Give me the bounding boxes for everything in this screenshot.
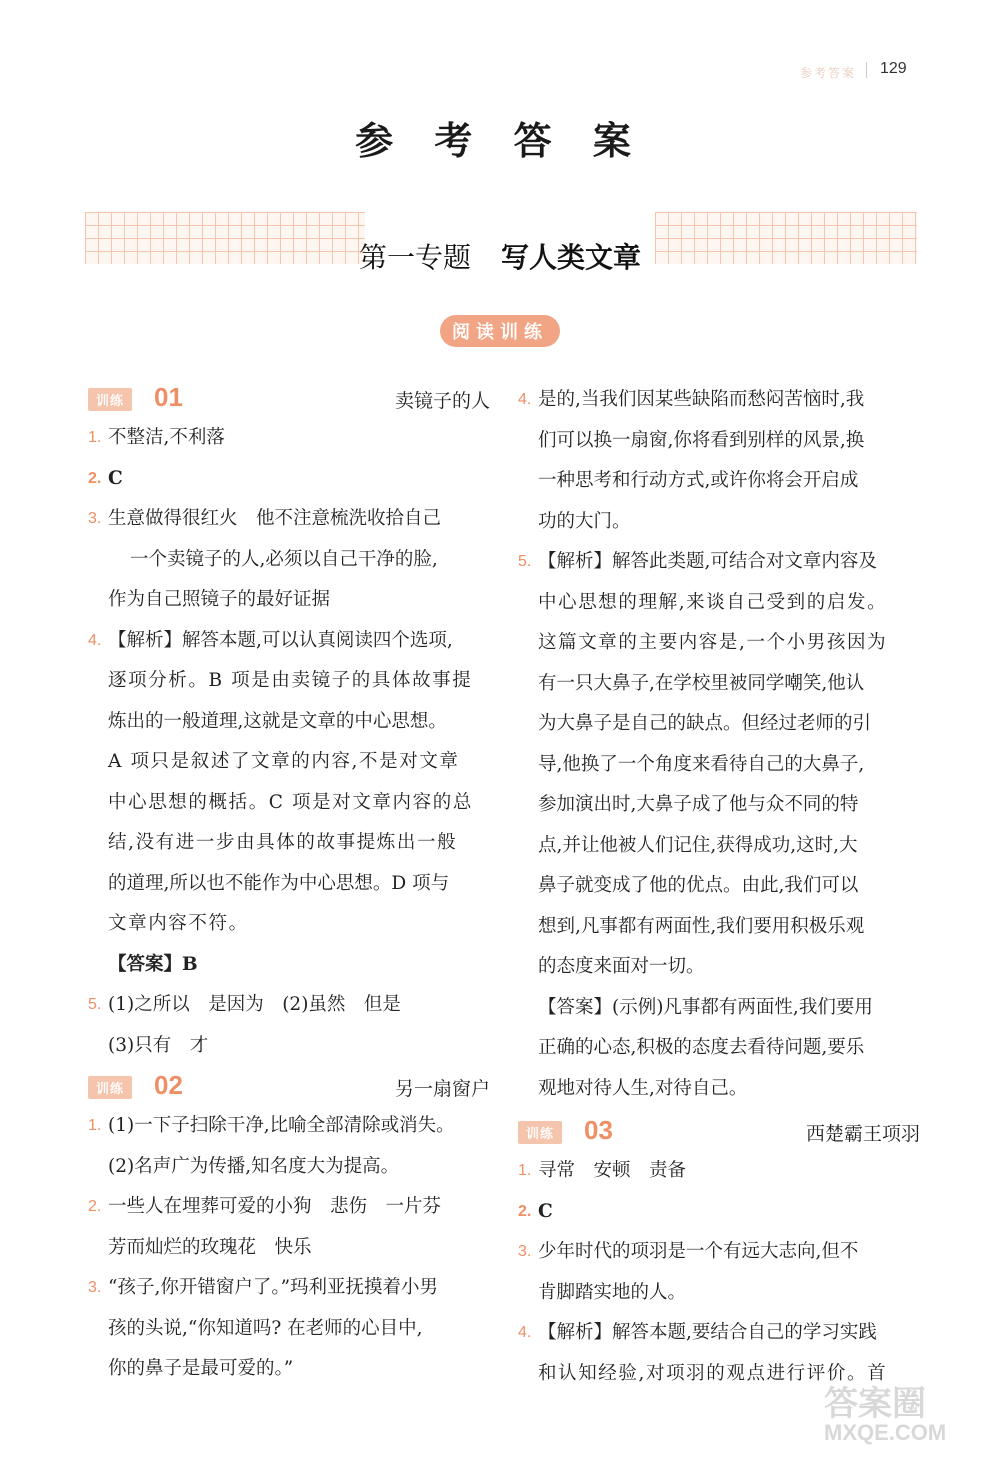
answer-line: 想到,凡事都有两面性,我们要用积极乐观 [538, 915, 865, 937]
training-title: 卖镜子的人 [394, 390, 490, 412]
answer-line: 这篇文章的主要内容是,一个小男孩因为 [538, 632, 888, 653]
training-number: 01 [154, 382, 183, 412]
page-title: 参 考 答 案 [355, 118, 645, 163]
answer-item [518, 542, 928, 583]
watermark-url: MXQE.COM [824, 1420, 947, 1445]
item-number: 4. [518, 1324, 532, 1341]
answer-line: 作为自己照镜子的最好证据 [108, 589, 331, 610]
item-number: 3. [88, 510, 102, 527]
answer-text: 少年时代的项羽是一个有远大志向,但不 [538, 1241, 859, 1262]
answer-item [518, 1313, 928, 1354]
topic-prefix: 第一专题 [358, 241, 471, 274]
topic-heading [0, 236, 1000, 276]
answer-item [88, 459, 498, 500]
answer-line: 观地对待人生,对待自己。 [538, 1077, 748, 1099]
training-number: 02 [154, 1070, 183, 1100]
item-number: 1. [88, 429, 102, 446]
answer-line: (2)名声广为传播,知名度大为提高。 [108, 1155, 400, 1177]
answer-line: 文章内容不符。 [108, 913, 249, 934]
answer-line: 你的鼻子是最可爱的。” [108, 1358, 294, 1379]
item-number: 3. [88, 1279, 102, 1296]
item-number: 5. [88, 996, 102, 1013]
training-header-03 [518, 1113, 928, 1151]
answer-text: 一些人在埋葬可爱的小狗 悲伤 一片芬 [108, 1196, 442, 1217]
answer-line: 的道理,所以也不能作为中心思想。D 项与 [108, 872, 450, 894]
section-banner [0, 315, 1000, 347]
answer-key: 【答案】B [108, 953, 198, 975]
answer-item [88, 418, 498, 459]
answer-line: 有一只大鼻子,在学校里被同学嘲笑,他认 [538, 672, 865, 694]
answer-line: 炼出的一般道理,这就是文章的中心思想。 [108, 710, 447, 732]
item-number: 5. [518, 553, 532, 570]
answer-key: 【答案】(示例)凡事都有两面性,我们要用 [538, 996, 873, 1018]
topic-name: 写人类文章 [501, 241, 642, 274]
training-label: 训练 [518, 1121, 562, 1144]
answer-line: 功的大门。 [538, 510, 631, 532]
training-title: 西楚霸王项羽 [805, 1123, 920, 1145]
answer-line: 一个卖镜子的人,必须以自己干净的脸, [130, 548, 438, 570]
answer-text: “孩子,你开错窗户了。”玛利亚抚摸着小男 [108, 1277, 439, 1298]
answer-item [88, 1268, 498, 1309]
item-number: 4. [518, 391, 532, 408]
left-column [88, 380, 498, 1390]
answer-line: 中心思想的概括。C 项是对文章内容的总 [108, 791, 473, 813]
answer-line: 的态度来面对一切。 [538, 956, 705, 977]
section-label: 阅读训练 [440, 315, 560, 347]
answer-item [518, 1151, 928, 1192]
watermark-text: 答案圈 [824, 1384, 926, 1424]
answer-line: 导,他换了一个角度来看待自己的大鼻子, [538, 753, 865, 775]
answer-line: 中心思想的理解,来谈自己受到的启发。 [538, 591, 888, 613]
answer-line: 参加演出时,大鼻子成了他与众不同的特 [538, 794, 859, 815]
training-title: 另一扇窗户 [394, 1078, 490, 1100]
answer-text: 不整洁,不利落 [108, 427, 225, 448]
watermark-logo [824, 1376, 974, 1456]
answer-text: 生意做得很红火 他不注意梳洗收拾自己 [108, 508, 442, 529]
training-label: 训练 [88, 1076, 132, 1099]
right-column [518, 380, 928, 1394]
answer-item [518, 380, 928, 421]
answer-line: 芳而灿烂的玫瑰花 快乐 [108, 1236, 312, 1258]
header-mark: 参考答案 [800, 66, 857, 80]
page-number: 129 [880, 60, 907, 77]
item-number: 2. [88, 469, 102, 487]
answer-line: 肯脚踏实地的人。 [538, 1281, 687, 1303]
training-header-02 [88, 1068, 498, 1106]
answer-line: 鼻子就变成了他的优点。由此,我们可以 [538, 875, 859, 896]
answer-text: 寻常 安顿 责备 [538, 1160, 687, 1181]
answer-line: 正确的心态,积极的态度去看待问题,要乐 [538, 1037, 865, 1058]
item-number: 2. [88, 1198, 102, 1215]
item-number: 2. [518, 1202, 532, 1220]
header-divider [866, 62, 867, 78]
answer-line: 结,没有进一步由具体的故事提炼出一般 [108, 832, 458, 853]
training-header-01 [88, 380, 498, 418]
answer-line: 点,并让他被人们记住,获得成功,这时,大 [538, 834, 858, 856]
answer-text: 【解析】解答此类题,可结合对文章内容及 [538, 551, 877, 572]
item-number: 1. [88, 1117, 102, 1134]
answer-line: 一种思考和行动方式,或许你将会开启成 [538, 470, 859, 491]
answer-line: 和认知经验,对项羽的观点进行评价。首 [538, 1362, 888, 1384]
answer-item [518, 1232, 928, 1273]
answer-item [88, 1187, 498, 1228]
answer-text: (1)之所以 是因为 (2)虽然 但是 [108, 994, 401, 1015]
answer-line: 孩的头说,“你知道吗? 在老师的心目中, [108, 1317, 423, 1339]
item-number: 4. [88, 631, 102, 649]
training-number: 03 [584, 1115, 613, 1145]
answer-item [88, 985, 498, 1026]
answer-line: (3)只有 才 [108, 1034, 209, 1056]
item-number: 3. [518, 1243, 532, 1260]
answer-line: A 项只是叙述了文章的内容,不是对文章 [108, 751, 460, 772]
answer-text: 【解析】解答本题,要结合自己的学习实践 [538, 1322, 877, 1343]
answer-text: 【解析】解答本题,可以认真阅读四个选项, [108, 629, 453, 651]
answer-text: 是的,当我们因某些缺陷而愁闷苦恼时,我 [538, 389, 865, 410]
answer-line: 逐项分析。B 项是由卖镜子的具体故事提 [108, 670, 473, 691]
answer-text: C [108, 467, 123, 489]
item-number: 1. [518, 1162, 532, 1179]
answer-item [518, 1192, 928, 1233]
answer-item [88, 621, 498, 662]
answer-line: 为大鼻子是自己的缺点。但经过老师的引 [538, 713, 872, 734]
answer-item [88, 1106, 498, 1147]
answer-item [88, 499, 498, 540]
answer-line: 们可以换一扇窗,你将看到别样的风景,换 [538, 429, 865, 451]
answer-text: C [538, 1200, 553, 1222]
answer-text: (1)一下子扫除干净,比喻全部清除或消失。 [108, 1115, 455, 1136]
training-label: 训练 [88, 388, 132, 411]
